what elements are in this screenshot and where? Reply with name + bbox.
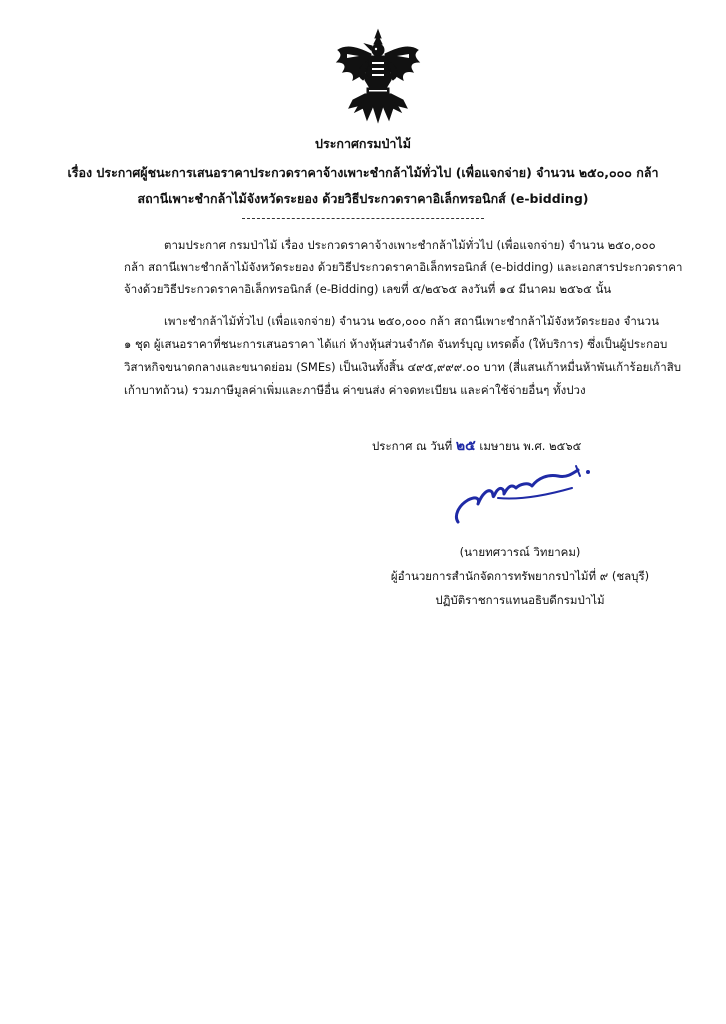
subject-heading <box>60 160 666 212</box>
subject-line-2: สถานีเพาะชำกล้าไม้จังหวัดระยอง ด้วยวิธีประกวดราคาอิเล็กทรอนิกส์ (e-bidding) <box>137 191 589 206</box>
paragraph-1-line-3: จ้างด้วยวิธีประกวดราคาอิเล็กทรอนิกส์ (e-Bidding) เลขที่ ๕/๒๕๖๕ ลงวันที่ ๑๔ มีนาคม ๒๕๖๕ นั้น <box>124 282 612 296</box>
paragraph-2-line-4: เก้าบาทถ้วน) รวมภาษีมูลค่าเพิ่มและภาษีอื่น ค่าขนส่ง ค่าจดทะเบียน และค่าใช้จ่ายอื่นๆ ทั้งปวง <box>124 383 586 397</box>
paragraph-2-line-2: ๑ ชุด ผู้เสนอราคาที่ชนะการเสนอราคา ได้แก่ ห้างหุ้นส่วนจำกัด จันทร์บุญ เทรดดิ้ง (ให้บริการ) ซึ่งเป็นผู้ประกอบ <box>124 337 668 351</box>
title-divider <box>242 218 484 219</box>
paragraph-2-line-3: วิสาหกิจขนาดกลางและขนาดย่อม (SMEs) เป็นเงินทั้งสิ้น ๔๙๕,๙๙๙.๐๐ บาท (สี่แสนเก้าหมื่นห้าพันเก้าร้อยเก้าสิบ <box>124 360 682 374</box>
announcement-date <box>372 436 581 456</box>
signer-position: ผู้อำนวยการสำนักจัดการทรัพยากรป่าไม้ที่ ๙ (ชลบุรี) <box>390 569 650 583</box>
paragraph-1-line-1: ตามประกาศ กรมป่าไม้ เรื่อง ประกวดราคาจ้างเพาะชำกล้าไม้ทั่วไป (เพื่อแจกจ่าย) จำนวน ๒๕๐,๐๐๐ <box>164 238 656 252</box>
date-suffix: เมษายน พ.ศ. ๒๕๖๕ <box>479 439 582 453</box>
paragraph-1-line-2: กล้า สถานีเพาะชำกล้าไม้จังหวัดระยอง ด้วยวิธีประกวดราคาอิเล็กทรอนิกส์ (e-bidding) และเอกสารประกวดราคา <box>124 260 683 274</box>
paragraph-2 <box>94 310 682 406</box>
document-title: ประกาศกรมป่าไม้ <box>315 136 411 151</box>
date-day: ๒๕ <box>455 438 476 454</box>
paragraph-2-line-1: เพาะชำกล้าไม้ทั่วไป (เพื่อแจกจ่าย) จำนวน ๒๕๐,๐๐๐ กล้า สถานีเพาะชำกล้าไม้จังหวัดระยอง จำนวน <box>164 314 659 328</box>
paragraph-1 <box>94 234 683 304</box>
subject-line-1: เรื่อง ประกาศผู้ชนะการเสนอราคาประกวดราคาจ้างเพาะชำกล้าไม้ทั่วไป (เพื่อแจกจ่าย) จำนวน ๒๕๐,๐๐๐ กล้า <box>67 165 659 180</box>
garuda-emblem-icon <box>335 28 421 124</box>
signature-icon <box>448 458 613 530</box>
signer-block <box>330 540 710 612</box>
date-prefix: ประกาศ ณ วันที่ <box>372 439 453 453</box>
signer-acting: ปฏิบัติราชการแทนอธิบดีกรมป่าไม้ <box>435 593 605 607</box>
signer-name: (นายทศวารณ์ วิทยาคม) <box>459 545 581 559</box>
